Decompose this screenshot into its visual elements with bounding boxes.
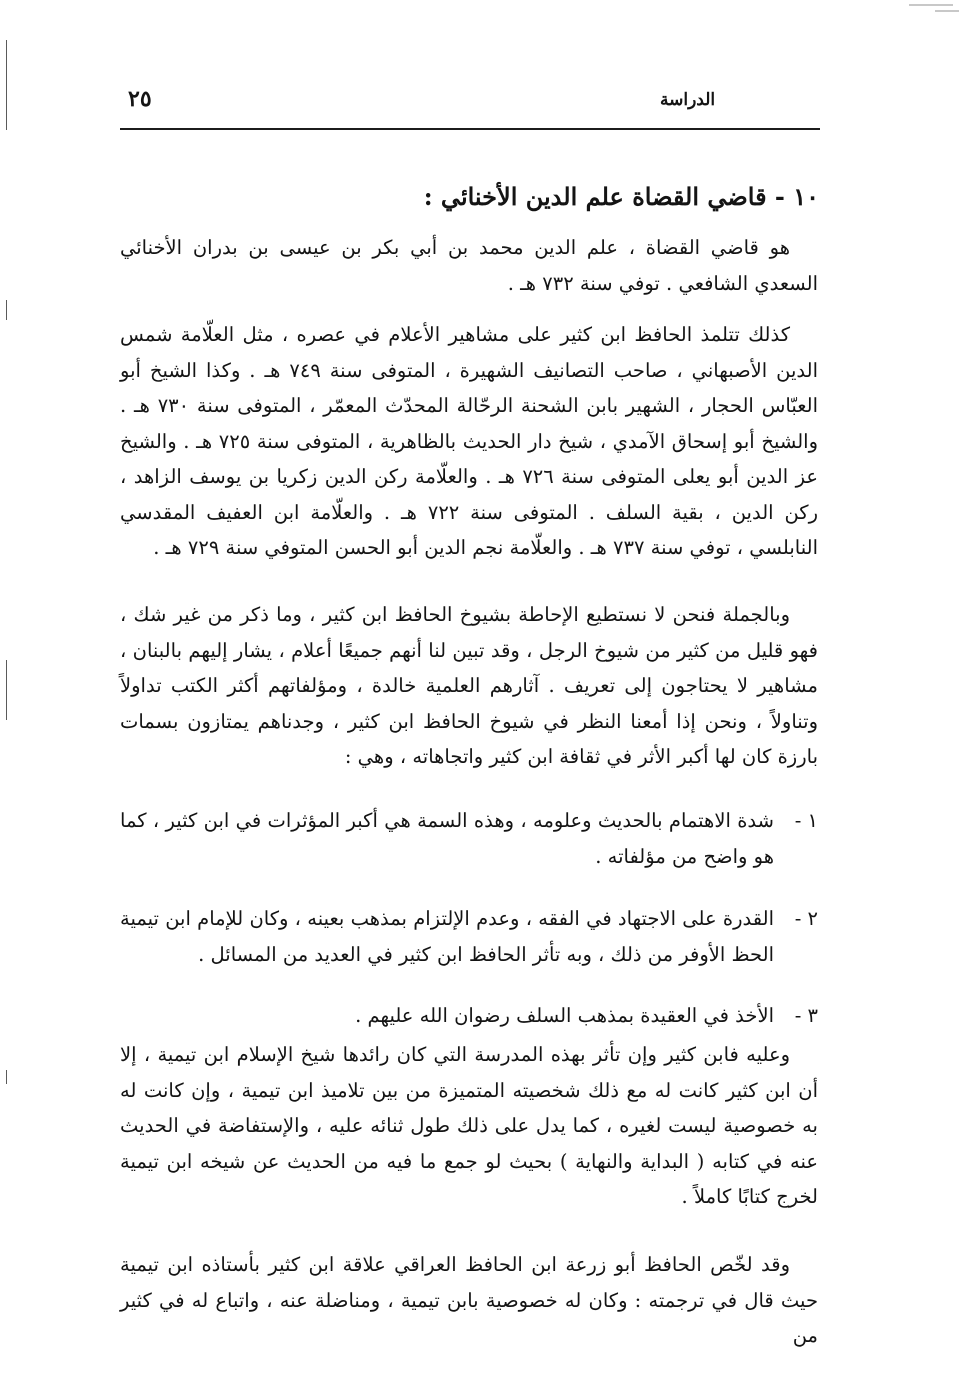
- section-heading: ١٠ - قاضي القضاة علم الدين الأخنائي :: [423, 182, 819, 211]
- scan-corner-mark: [909, 4, 953, 6]
- paragraph-teachers: [120, 317, 818, 566]
- paragraph-text: هو قاضي القضاة ، علم الدين محمد بن أبي بكر بن عيسى بن بدران الأخنائي السعدي الشافعي . توفي سنة ٧٣٢ هـ .: [120, 236, 818, 295]
- paragraph-ibn-kathir-independence: [120, 1037, 818, 1215]
- paragraph-summary: [120, 597, 818, 775]
- paragraph-biography: [120, 230, 818, 301]
- list-item-text: الأخذ في العقيدة بمذهب السلف رضوان الله عليهم .: [355, 1004, 774, 1027]
- paragraph-text: كذلك تتلمذ الحافظ ابن كثير على مشاهير الأعلام في عصره ، مثل العلّامة شمس الدين الأصبهاني ، صاحب التصانيف الشهيرة ، المتوفى سنة ٧٤٩ هـ . وكذا الشيخ أبو العبّاس الحجار ، الشهير بابن الشحنة الرحّالة المحدّث المعمّر ، المتوفى سنة ٧٣٠ هـ . والشيخ أبو إسحاق الآمدي ، شيخ دار الحديث بالظاهرية ، المتوفى سنة ٧٢٥ هـ . والشيخ عز الدين أبو يعلى المتوفى سنة ٧٢٦ هـ . والعلّامة ركن الدين زكريا بن يوسف الزاهد ، ركن الدين ، بقية السلف . المتوفى سنة ٧٢٢ هـ . والعلّامة ابن العفيف المقدسي النابلسي ، توفي سنة ٧٣٧ هـ . والعلّامة نجم الدين أبو الحسن المتوفي سنة ٧٢٩ هـ .: [120, 323, 819, 559]
- list-item: [120, 901, 818, 972]
- running-title: الدراسة: [660, 90, 716, 110]
- scan-edge-line: [6, 300, 7, 320]
- list-item-number: ١ -: [794, 809, 818, 832]
- running-head: [120, 82, 820, 122]
- paragraph-abu-zura-summary: [120, 1247, 818, 1354]
- scan-corner-mark: [935, 10, 959, 12]
- list-item: [120, 998, 818, 1034]
- list-item-number: ٣ -: [794, 1004, 818, 1027]
- paragraph-text: وعليه فابن كثير وإن تأثر بهذه المدرسة التي كان رائدها شيخ الإسلام ابن تيمية ، إلا أن ابن كثير كانت له مع ذلك شخصيته المتميزة من بين تلاميذ ابن تيمية ، وإن كانت له به خصوصية ليست لغيره ، كما يدل على ذلك طول ثنائه عليه ، والإستفاضة في الحديث عنه في كتابه ( البداية والنهاية ) بحيث لو جمع ما فيه من الحديث عن شيخه ابن تيمية لخرج كتابًا كاملاً .: [120, 1043, 818, 1208]
- list-item-number: ٢ -: [794, 907, 818, 930]
- scan-edge-line: [6, 1070, 7, 1084]
- list-item: [120, 803, 818, 874]
- paragraph-text: وبالجملة فنحن لا نستطيع الإحاطة بشيوخ الحافظ ابن كثير ، وما ذكر من غير شك ، فهو قليل من كثير من شيوخ الرجل ، وقد تبين لنا أنهم جميعًا أعلام ، يشار إليهم بالبنان ، مشاهير لا يحتاجون إلى تعريف . آثارهم العلمية خالدة ، ومؤلفاتهم أكثر الكتب تداولاً وتناولاً ، ونحن إذا أمعنا النظر في شيوخ الحافظ ابن كثير ، وجدناهم يمتازون بسمات بارزة كان لها أكبر الأثر في ثقافة ابن كثير واتجاهاته ، وهي :: [120, 603, 818, 768]
- scan-edge-line: [6, 40, 7, 130]
- header-rule: [120, 128, 820, 130]
- page-number: ٢٥: [128, 86, 152, 112]
- list-item-text: القدرة على الاجتهاد في الفقه ، وعدم الإلتزام بمذهب بعينه ، وكان للإمام ابن تيمية الحظ الأوفر من ذلك ، وبه تأثر الحافظ ابن كثير في العديد من المسائل .: [120, 907, 774, 966]
- scan-edge-line: [6, 660, 7, 720]
- paragraph-text: وقد لخّص الحافظ أبو زرعة ابن الحافظ العراقي علاقة ابن كثير بأستاذه ابن تيمية حيث قال في ترجمته : وكان له خصوصية بابن تيمية ، ومناضلة عنه ، واتباع له في كثير من: [120, 1253, 818, 1347]
- list-item-text: شدة الاهتمام بالحديث وعلومه ، وهذه السمة هي أكبر المؤثرات في ابن كثير ، كما هو واضح من مؤلفاته .: [120, 809, 774, 868]
